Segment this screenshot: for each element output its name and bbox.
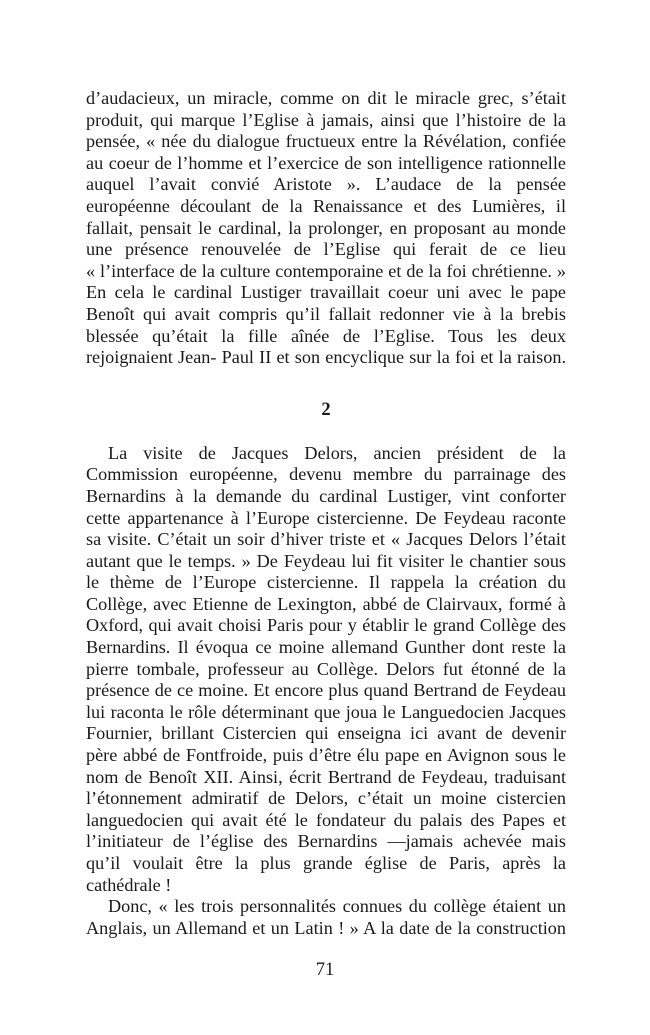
text-line: Bernardins. Il évoqua ce moine allemand Gunther dont reste la bbox=[86, 637, 566, 658]
text-line: blessée qu’était la fille aînée de l’Eglise. Tous les deux bbox=[86, 325, 566, 346]
text-line: lui raconta le rôle déterminant que joua le Languedocien Jacques bbox=[86, 701, 566, 722]
text-line: européenne découlant de la Renaissance et des Lumières, il bbox=[86, 195, 566, 216]
text-line: languedocien qui avait été le fondateur du palais des Papes et bbox=[86, 809, 566, 830]
text-line: l’étonnement admiratif de Delors, c’était un moine cistercien bbox=[86, 788, 566, 809]
text-line: En cela le cardinal Lustiger travaillait coeur uni avec le pape bbox=[86, 282, 566, 303]
text-line: Anglais, un Allemand et un Latin ! » A la date de la construction bbox=[86, 917, 566, 938]
text-line: qu’il voulait être la plus grande église de Paris, après la bbox=[86, 853, 566, 873]
text-line: Benoît qui avait compris qu’il fallait redonner vie à la brebis bbox=[86, 303, 566, 324]
text-line: autant que le temps. » De Feydeau lui fit visiter le chantier sous bbox=[86, 550, 566, 571]
paragraph-2 bbox=[86, 443, 566, 896]
text-line: d’audacieux, un miracle, comme on dit le miracle grec, s’était bbox=[86, 88, 566, 108]
text-line: une présence renouvelée de l’Eglise qui ferait de ce lieu bbox=[86, 239, 566, 260]
text-line: auquel l’avait convié Aristote ». L’audace de la pensée bbox=[86, 174, 566, 195]
page-number: 71 bbox=[315, 960, 335, 980]
text-line: au coeur de l’homme et l’exercice de son intelligence rationnelle bbox=[86, 152, 566, 173]
text-line: l’initiateur de l’église des Bernardins —jamais achevée mais bbox=[86, 831, 566, 852]
text-line: Oxford, qui avait choisi Paris pour y établir le grand Collège des bbox=[86, 615, 566, 636]
section-number: 2 bbox=[321, 399, 331, 420]
text-line: présence de ce moine. Et encore plus quand Bertrand de Feydeau bbox=[86, 680, 566, 701]
text-line: rejoignaient Jean- Paul II et son encyclique sur la foi et la raison. bbox=[86, 347, 566, 368]
text-line: Fournier, brillant Cistercien qui enseigna ici avant de devenir bbox=[86, 723, 566, 744]
text-line: produit, qui marque l’Eglise à jamais, ainsi que l’histoire de la bbox=[86, 109, 566, 130]
text-line: pensée, « née du dialogue fructueux entre la Révélation, confiée bbox=[86, 131, 566, 152]
text-line: fallait, pensait le cardinal, la prolonger, en proposant au monde bbox=[86, 217, 566, 238]
text-line: cette appartenance à l’Europe cistercienne. De Feydeau raconte bbox=[86, 507, 566, 528]
text-line: cathédrale ! bbox=[86, 874, 172, 895]
text-line: La visite de Jacques Delors, ancien président de la bbox=[108, 442, 566, 463]
text-line: nom de Benoît XII. Ainsi, écrit Bertrand de Feydeau, traduisant bbox=[86, 766, 566, 787]
text-line: père abbé de Fontfroide, puis d’être élu pape en Avignon sous le bbox=[86, 745, 566, 766]
text-line: « l’interface de la culture contemporaine et de la foi chrétienne. » bbox=[86, 260, 566, 281]
text-line: Commission européenne, devenu membre du parrainage des bbox=[86, 464, 566, 485]
paragraph-1 bbox=[86, 88, 566, 369]
text-line: le thème de l’Europe cistercienne. Il rappela la création du bbox=[86, 572, 566, 593]
page-body bbox=[86, 88, 566, 939]
text-line: Collège, avec Etienne de Lexington, abbé de Clairvaux, formé à bbox=[86, 593, 566, 614]
text-line: Bernardins à la demande du cardinal Lustiger, vint conforter bbox=[86, 485, 566, 506]
text-line: pierre tombale, professeur au Collège. Delors fut étonné de la bbox=[86, 658, 566, 679]
text-line: Donc, « les trois personnalités connues du collège étaient un bbox=[108, 896, 566, 917]
text-line: sa visite. C’était un soir d’hiver triste et « Jacques Delors l’était bbox=[86, 529, 566, 550]
paragraph-3 bbox=[86, 896, 566, 939]
